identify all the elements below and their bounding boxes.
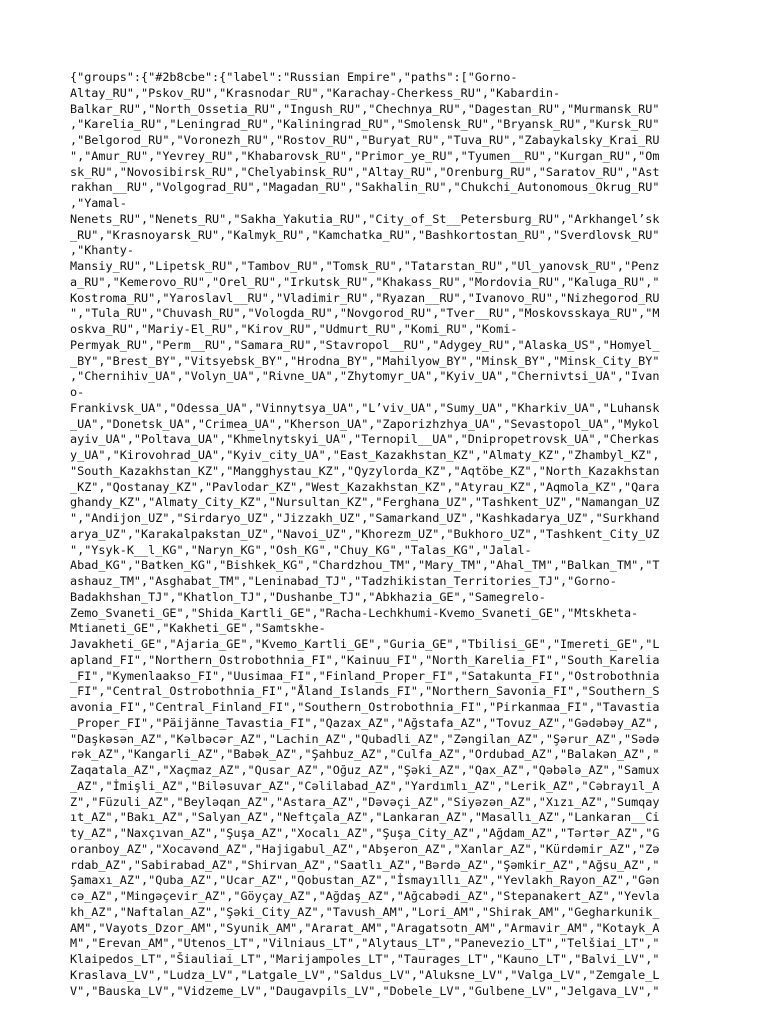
text-line: ,"Khanty-	[70, 243, 134, 258]
text-line: _FI","Central_Ostrobothnia_FI","Åland_Islands_FI","Northern_Savonia_FI","Southern_S	[70, 684, 660, 699]
json-text-block	[70, 70, 700, 999]
text-line: Kraslava_LV","Ludza_LV","Latgale_LV","Saldus_LV","Aluksne_LV","Valga_LV","Zemgale_L	[70, 967, 660, 982]
text-line: oranboy_AZ","Xocavənd_AZ","Hajigabul_AZ","Abşeron_AZ","Xanlar_AZ","Kürdəmir_AZ","Zə	[70, 841, 660, 856]
text-line: avonia_FI","Central_Finland_FI","Southern_Ostrobothnia_FI","Pirkanmaa_FI","Tavastia	[70, 700, 660, 714]
text-line: ","Tula_RU","Chuvash_RU","Vologda_RU","Novgorod_RU","Tver__RU","Moskovsskaya_RU","M	[70, 306, 660, 321]
text-line: _UA","Donetsk_UA","Crimea_UA","Kherson_UA","Zaporizhzhya_UA","Sevastopol_UA","Mykol	[70, 416, 660, 431]
text-line: apland_FI","Northern_Ostrobothnia_FI","Kainuu_FI","North_Karelia_FI","South_Karelia	[70, 652, 660, 667]
text-line: y_UA","Kirovohrad_UA","Kyiv_city_UA","East_Kazakhstan_KZ","Almaty_KZ","Zhambyl_KZ",	[70, 448, 660, 462]
text-line: "Daşkəsən_AZ","Kəlbəcər_AZ","Lachin_AZ","Qubadli_AZ","Zəngilan_AZ","Şərur_AZ","Sədə	[70, 731, 660, 746]
text-line: Klaipedos_LT","Šiauliai_LT","Marijampoles_LT","Taurages_LT","Kauno_LT","Balvi_LV","	[70, 952, 660, 966]
text-line: rakhan__RU","Volgograd_RU","Magadan_RU","Sakhalin_RU","Chukchi_Autonomous_Okrug_RU"	[70, 180, 660, 195]
text-line: _AZ","İmişli_AZ","Biləsuvar_AZ","Cəlilabad_AZ","Yardımlı_AZ","Lerik_AZ","Cəbrayıl_A	[70, 778, 660, 793]
text-line: ashauz_TM","Asghabat_TM","Leninabad_TJ","Tadzhikistan_Territories_TJ","Gorno-	[70, 574, 617, 588]
text-line: ,"Yamal-	[70, 196, 127, 210]
text-line: arya_UZ","Karakalpakstan_UZ","Navoi_UZ","Khorezm_UZ","Bukhoro_UZ","Tashkent_City_UZ	[70, 526, 660, 541]
text-line: "South_Kazakhstan_KZ","Mangghystau_KZ","Qyzylorda_KZ","Aqtöbe_KZ","North_Kazakhstan	[70, 463, 660, 478]
text-line: Z","Füzuli_AZ","Beyləqan_AZ","Astara_AZ","Dəvəçi_AZ","Siyəzən_AZ","Xızı_AZ","Sumqay	[70, 794, 660, 809]
text-line: Zemo_Svaneti_GE","Shida_Kartli_GE","Racha-Lechkhumi-Kvemo_Svaneti_GE","Mtskheta-	[70, 605, 639, 620]
text-line: V","Bauska_LV","Vidzeme_LV","Daugavpils_LV","Dobele_LV","Gulbene_LV","Jelgava_LV","	[70, 983, 660, 998]
text-line: ıt_AZ","Bakı_AZ","Salyan_AZ","Neftçala_AZ","Lankaran_AZ","Masallı_AZ","Lankaran__Ci	[70, 810, 660, 825]
text-line: Kostroma_RU","Yaroslavl__RU","Vladimir_RU","Ryazan__RU","Ivanovo_RU","Nizhegorod_RU	[70, 290, 660, 305]
text-line: ,"Belgorod_RU","Voronezh_RU","Rostov_RU","Buryat_RU","Tuva_RU","Zabaykalsky_Krai_RU	[70, 133, 660, 147]
text-line: Zaqatala_AZ","Xaçmaz_AZ","Qusar_AZ","Oğuz_AZ","Şəki_AZ","Qax_AZ","Qəbələ_AZ","Samux	[70, 763, 660, 777]
text-line: ,"Karelia_RU","Leningrad_RU","Kaliningrad_RU","Smolensk_RU","Bryansk_RU","Kursk_RU"	[70, 117, 660, 132]
text-line: Mtianeti_GE","Kakheti_GE","Samtskhe-	[70, 621, 326, 636]
text-line: a_RU","Kemerovo_RU","Orel_RU","Irkutsk_RU","Khakass_RU","Mordovia_RU","Kaluga_RU","	[70, 274, 660, 289]
text-line: Altay_RU","Pskov_RU","Krasnodar_RU","Karachay-Cherkess_RU","Kabardin-	[70, 85, 561, 100]
text-line: ","Amur_RU","Yevrey_RU","Khabarovsk_RU","Primor_ye_RU","Tyumen__RU","Kurgan_RU","Om	[70, 148, 660, 163]
text-line: _BY","Brest_BY","Vitsyebsk_BY","Hrodna_BY","Mahilyow_BY","Minsk_BY","Minsk_City_BY"	[70, 353, 660, 368]
text-line: ","Andijon_UZ","Sirdaryo_UZ","Jizzakh_UZ","Samarkand_UZ","Kashkadarya_UZ","Surkhand	[70, 511, 660, 525]
text-line: rək_AZ","Kangarli_AZ","Babək_AZ","Şahbuz_AZ","Culfa_AZ","Ordubad_AZ","Balakən_AZ","	[70, 747, 660, 762]
text-line: oskva_RU","Mariy-El_RU","Kirov_RU","Udmurt_RU","Komi_RU","Komi-	[70, 322, 518, 336]
text-line: Balkar_RU","North_Ossetia_RU","Ingush_RU","Chechnya_RU","Dagestan_RU","Murmansk_RU"	[70, 101, 660, 116]
text-line: _Proper_FI","Päijänne_Tavastia_FI","Qazax_AZ","Ağstafa_AZ","Tovuz_AZ","Gədəbəy_AZ",	[70, 715, 660, 730]
text-line: Nenets_RU","Nenets_RU","Sakha_Yakutia_RU","City_of_St__Petersburg_RU","Arkhangel’sk	[70, 211, 660, 226]
text-line: Badakhshan_TJ","Khatlon_TJ","Dushanbe_TJ","Abkhazia_GE","Samegrelo-	[70, 589, 546, 604]
text-line: ayiv_UA","Poltava_UA","Khmelnytskyi_UA","Ternopil__UA","Dnipropetrovsk_UA","Cherkas	[70, 432, 660, 447]
text-line: Permyak_RU","Perm__RU","Samara_RU","Stavropol__RU","Adygey_RU","Alaska_US","Homyel_	[70, 337, 660, 352]
text-line: sk_RU","Novosibirsk_RU","Chelyabinsk_RU","Altay_RU","Orenburg_RU","Saratov_RU","Ast	[70, 164, 660, 179]
text-line: Javakheti_GE","Ajaria_GE","Kvemo_Kartli_GE","Guria_GE","Tbilisi_GE","Imereti_GE","L	[70, 637, 660, 651]
text-line: rdab_AZ","Sabirabad_AZ","Shirvan_AZ","Saatlı_AZ","Bərdə_AZ","Şəmkir_AZ","Ağsu_AZ","	[70, 857, 660, 872]
text-line: ghandy_KZ","Almaty_City_KZ","Nursultan_KZ","Ferghana_UZ","Tashkent_UZ","Namangan_UZ	[70, 495, 660, 510]
text-line: M","Erevan_AM","Utenos_LT","Vilniaus_LT","Alytaus_LT","Panevezio_LT","Telšiai_LT","	[70, 936, 660, 951]
text-line: {"groups":{"#2b8cbe":{"label":"Russian Empire","paths":["Gorno-	[70, 70, 518, 84]
text-line: _KZ","Qostanay_KZ","Pavlodar_KZ","West_Kazakhstan_KZ","Atyrau_KZ","Aqmola_KZ","Qara	[70, 479, 660, 494]
text-line: kh_AZ","Naftalan_AZ","Şəki_City_AZ","Tavush_AM","Lori_AM","Shirak_AM","Gegharkunik_	[70, 904, 660, 919]
text-line: Frankivsk_UA","Odessa_UA","Vinnytsya_UA","L’viv_UA","Sumy_UA","Kharkiv_UA","Luhansk	[70, 400, 660, 415]
text-line: ","Ysyk-K__l_KG","Naryn_KG","Osh_KG","Chuy_KG","Talas_KG","Jalal-	[70, 542, 532, 557]
text-line: ,"Chernihiv_UA","Volyn_UA","Rivne_UA","Zhytomyr_UA","Kyiv_UA","Chernivtsi_UA","Ivan	[70, 369, 660, 384]
text-line: AM","Vayots_Dzor_AM","Syunik_AM","Ararat_AM","Aragatsotn_AM","Armavir_AM","Kotayk_A	[70, 920, 660, 935]
text-line: ty_AZ","Naxçıvan_AZ","Şuşa_AZ","Xocalı_AZ","Şuşa_City_AZ","Ağdam_AZ","Tərtər_AZ","G	[70, 826, 660, 840]
text-line: Şamaxı_AZ","Quba_AZ","Ucar_AZ","Qobustan_AZ","İsmayıllı_AZ","Yevlakh_Rayon_AZ","Gən	[70, 873, 660, 888]
text-line: Abad_KG","Batken_KG","Bishkek_KG","Chardzhou_TM","Mary_TM","Ahal_TM","Balkan_TM","T	[70, 558, 660, 573]
text-line: o-	[70, 385, 85, 399]
text-line: Mansiy_RU","Lipetsk_RU","Tambov_RU","Tomsk_RU","Tatarstan_RU","Ul_yanovsk_RU","Penz	[70, 259, 660, 273]
text-line: _FI","Kymenlaakso_FI","Uusimaa_FI","Finland_Proper_FI","Satakunta_FI","Ostrobothnia	[70, 668, 660, 683]
text-line: _RU","Krasnoyarsk_RU","Kalmyk_RU","Kamchatka_RU","Bashkortostan_RU","Sverdlovsk_RU"	[70, 227, 660, 242]
text-line: cə_AZ","Mingəçevir_AZ","Göyçay_AZ","Ağdaş_AZ","Ağcabədi_AZ","Stepanakert_AZ","Yevla	[70, 889, 660, 903]
